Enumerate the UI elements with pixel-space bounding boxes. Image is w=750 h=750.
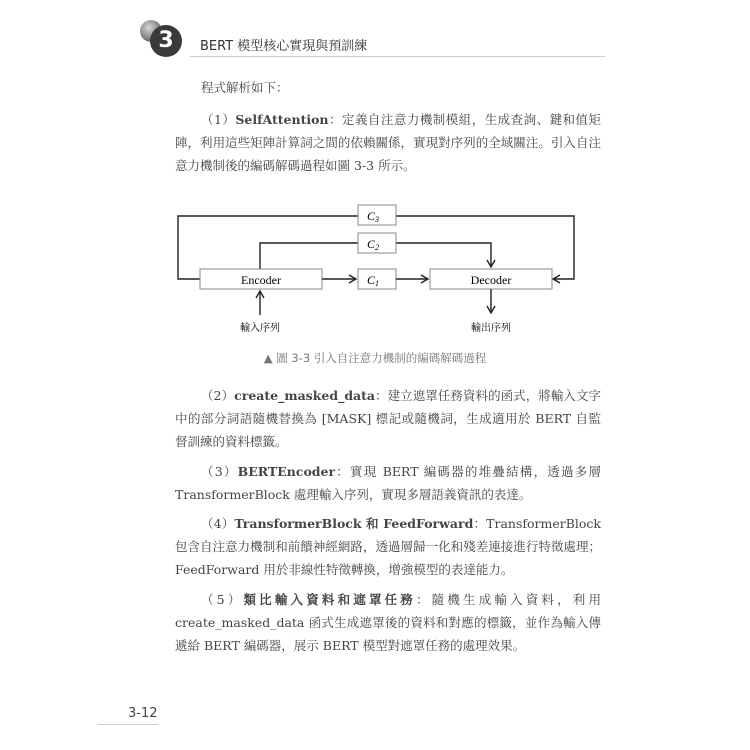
item-num: （2） xyxy=(201,388,235,403)
item-text: ：TransformerBlock 包含自注意力機制和前饋神經網路，透過層歸一化和殘差連接進行特徵處理；FeedForward 用於非線性特徵轉換，增強模型的表達能力。 xyxy=(175,516,601,577)
output-label: 輸出序列 xyxy=(471,323,511,334)
item-num: （1） xyxy=(201,112,236,127)
item-num: （3） xyxy=(201,464,238,479)
item-term: SelfAttention xyxy=(235,112,329,127)
item-term: TransformerBlock 和 FeedForward xyxy=(234,516,474,531)
encoder-label: Encoder xyxy=(241,273,281,287)
chapter-header xyxy=(140,20,610,60)
item-2 xyxy=(175,384,601,453)
c2-arrow xyxy=(396,243,491,267)
c1-label: C1 xyxy=(366,273,380,288)
c3-label: C3 xyxy=(366,209,380,224)
c2-connection xyxy=(260,243,358,269)
decoder-label: Decoder xyxy=(470,273,512,287)
item-3 xyxy=(175,460,601,506)
item-num: （5） xyxy=(201,592,244,607)
encoder-decoder-diagram xyxy=(170,195,590,340)
chapter-title: BERT 模型核心實現與預訓練 xyxy=(200,39,368,54)
item-term: create_masked_data xyxy=(234,388,376,403)
item-text: ：建立遮罩任務資料的函式，將輸入文字中的部分詞語隨機替換為 [MASK] 標記或隨機詞，生成適用於 BERT 自監督訓練的資料標籤。 xyxy=(175,388,601,449)
item-1 xyxy=(175,108,601,177)
figure-caption: ▲ 圖 3-3 引入自注意力機制的編碼解碼過程 xyxy=(263,351,487,365)
item-term: BERTEncoder xyxy=(237,464,336,479)
item-text: ：定義自注意力機制模組，生成查詢、鍵和值矩陣，利用這些矩陣計算詞之間的依賴關係，實現對序列的全域關注。引入自注意力機制後的編碼解碼過程如圖 3-3 所示。 xyxy=(175,112,601,173)
item-4 xyxy=(175,512,601,581)
item-5 xyxy=(175,588,601,657)
item-num: （4） xyxy=(201,516,235,531)
footer-divider xyxy=(98,724,158,725)
c2-label: C2 xyxy=(366,237,380,252)
page-number: 3-12 xyxy=(128,706,158,721)
header-divider xyxy=(190,56,605,57)
item-text: ：隨機生成輸入資料，利用 create_masked_data 函式生成遮罩後的資料和對應的標籤，並作為輸入傳遞給 BERT 編碼器，展示 BERT 模型對遮罩任務的處理效果。 xyxy=(175,592,601,653)
item-term: 類比輸入資料和遮罩任務 xyxy=(243,592,416,607)
chapter-number-badge: 3 xyxy=(150,25,182,57)
intro-text: 程式解析如下： xyxy=(201,80,289,95)
input-label: 輸入序列 xyxy=(240,323,280,334)
item-text: ：實現 BERT 編碼器的堆疊結構，透過多層 TransformerBlock 處理輸入序列，實現多層語義資訊的表達。 xyxy=(175,464,602,502)
